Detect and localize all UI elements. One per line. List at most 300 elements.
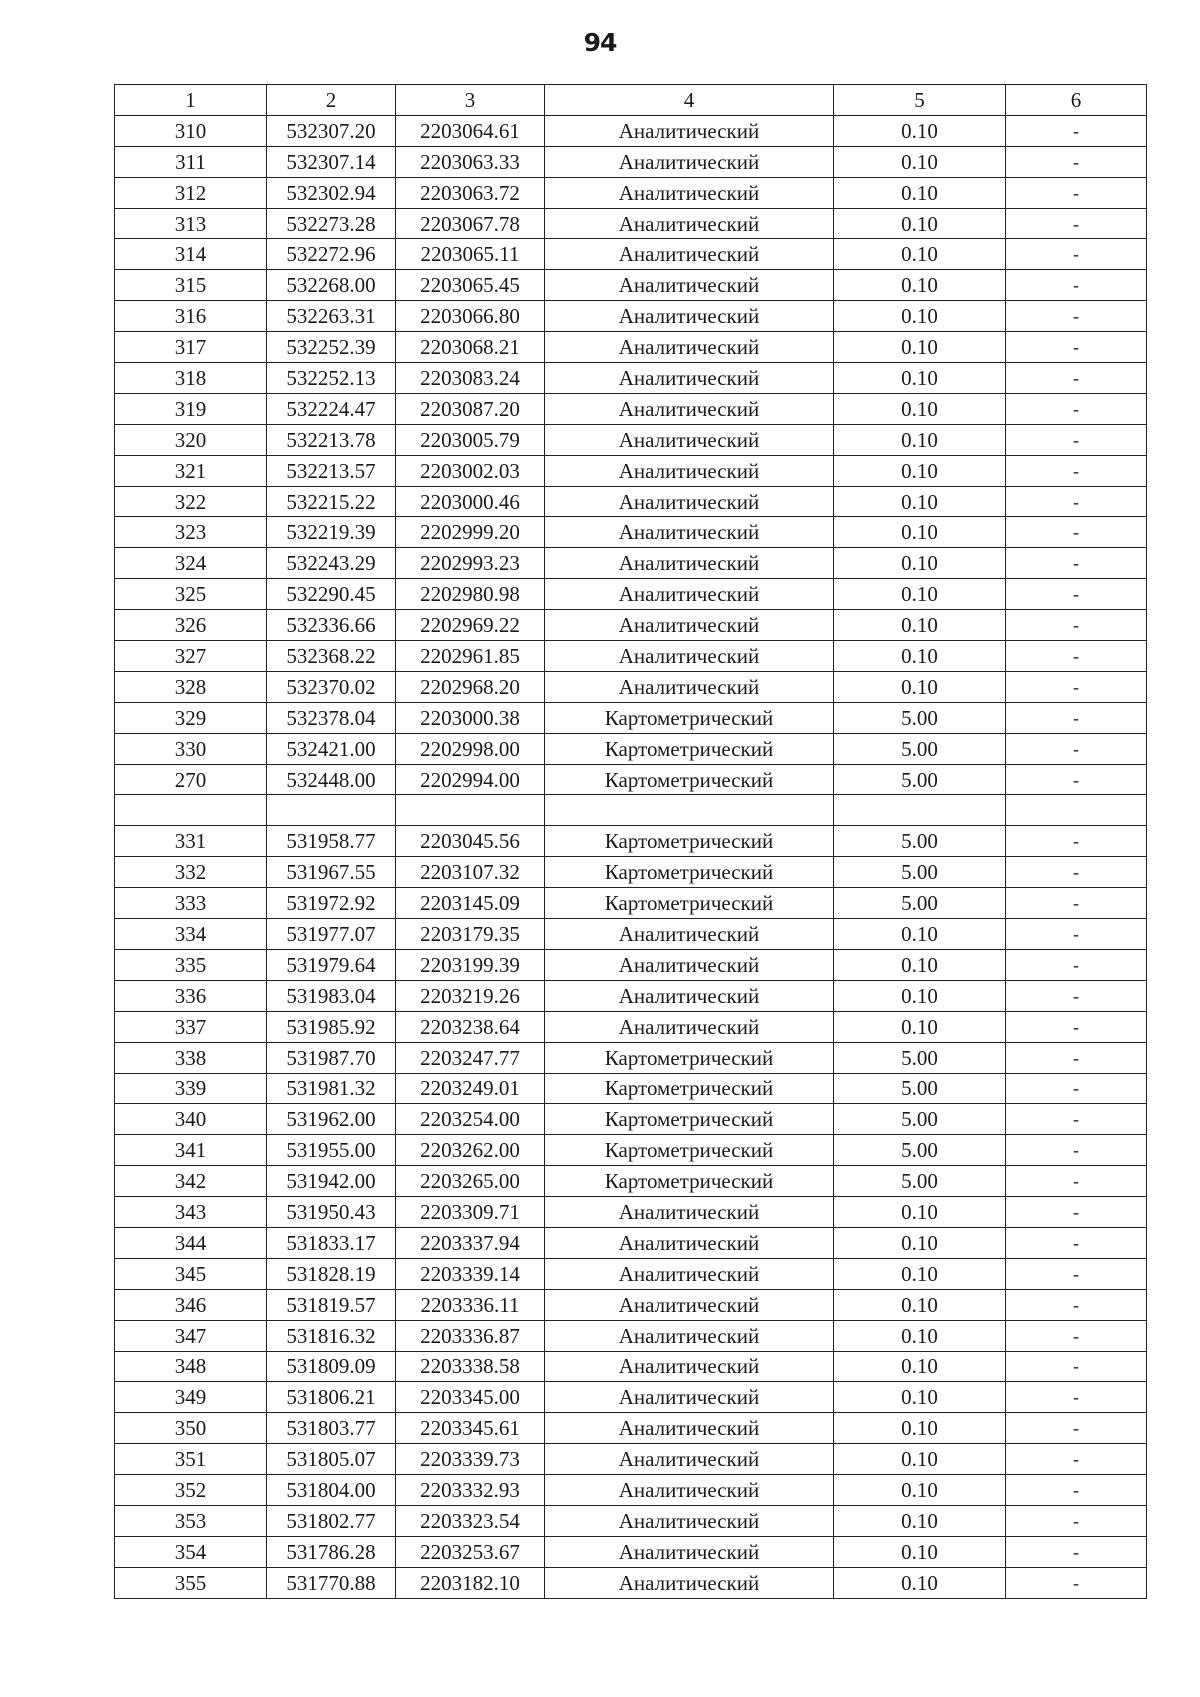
accuracy-cell: 0.10 <box>834 486 1006 517</box>
accuracy-cell: 5.00 <box>834 1073 1006 1104</box>
table-row <box>115 1289 1147 1320</box>
x-coordinate-cell: 531977.07 <box>267 919 396 950</box>
table-row <box>115 1536 1147 1567</box>
table-row <box>115 1382 1147 1413</box>
table-row <box>115 363 1147 394</box>
method-cell: Аналитический <box>545 239 834 270</box>
point-number-cell: 312 <box>115 177 267 208</box>
x-coordinate-cell: 532290.45 <box>267 579 396 610</box>
note-cell: - <box>1006 980 1147 1011</box>
accuracy-cell: 0.10 <box>834 393 1006 424</box>
point-number-cell: 349 <box>115 1382 267 1413</box>
x-coordinate-cell: 531962.00 <box>267 1104 396 1135</box>
y-coordinate-cell: 2202969.22 <box>396 610 545 641</box>
y-coordinate-cell: 2203063.33 <box>396 146 545 177</box>
accuracy-cell: 5.00 <box>834 764 1006 795</box>
x-coordinate-cell: 532215.22 <box>267 486 396 517</box>
note-cell: - <box>1006 146 1147 177</box>
method-cell: Аналитический <box>545 146 834 177</box>
note-cell: - <box>1006 301 1147 332</box>
point-number-cell: 313 <box>115 208 267 239</box>
accuracy-cell: 5.00 <box>834 857 1006 888</box>
point-number-cell: 333 <box>115 888 267 919</box>
accuracy-cell: 0.10 <box>834 610 1006 641</box>
x-coordinate-cell: 531806.21 <box>267 1382 396 1413</box>
y-coordinate-cell: 2203068.21 <box>396 332 545 363</box>
y-coordinate-cell: 2203065.45 <box>396 270 545 301</box>
point-number-cell: 351 <box>115 1444 267 1475</box>
y-coordinate-cell: 2203345.61 <box>396 1413 545 1444</box>
method-cell: Аналитический <box>545 671 834 702</box>
method-cell: Аналитический <box>545 1475 834 1506</box>
y-coordinate-cell: 2202980.98 <box>396 579 545 610</box>
x-coordinate-cell <box>267 795 396 826</box>
y-coordinate-cell: 2203262.00 <box>396 1135 545 1166</box>
table-row <box>115 1320 1147 1351</box>
accuracy-cell: 5.00 <box>834 1135 1006 1166</box>
x-coordinate-cell: 531786.28 <box>267 1536 396 1567</box>
x-coordinate-cell: 532336.66 <box>267 610 396 641</box>
table-row <box>115 671 1147 702</box>
accuracy-cell: 0.10 <box>834 177 1006 208</box>
note-cell: - <box>1006 764 1147 795</box>
accuracy-cell: 0.10 <box>834 208 1006 239</box>
note-cell: - <box>1006 548 1147 579</box>
method-cell: Аналитический <box>545 579 834 610</box>
table-row <box>115 857 1147 888</box>
point-number-cell: 314 <box>115 239 267 270</box>
point-number-cell: 341 <box>115 1135 267 1166</box>
x-coordinate-cell: 532307.20 <box>267 115 396 146</box>
table-row <box>115 1351 1147 1382</box>
method-cell: Картометрический <box>545 1104 834 1135</box>
note-cell: - <box>1006 888 1147 919</box>
note-cell: - <box>1006 857 1147 888</box>
note-cell: - <box>1006 1289 1147 1320</box>
accuracy-cell: 0.10 <box>834 146 1006 177</box>
table-row <box>115 1011 1147 1042</box>
x-coordinate-cell: 532368.22 <box>267 641 396 672</box>
x-coordinate-cell: 531805.07 <box>267 1444 396 1475</box>
y-coordinate-cell: 2202968.20 <box>396 671 545 702</box>
accuracy-cell: 0.10 <box>834 115 1006 146</box>
note-cell: - <box>1006 239 1147 270</box>
method-cell: Аналитический <box>545 393 834 424</box>
header-row <box>115 85 1147 116</box>
accuracy-cell: 0.10 <box>834 919 1006 950</box>
method-cell <box>545 795 834 826</box>
table-row <box>115 764 1147 795</box>
method-cell: Аналитический <box>545 548 834 579</box>
x-coordinate-cell: 532421.00 <box>267 733 396 764</box>
x-coordinate-cell: 532370.02 <box>267 671 396 702</box>
table-row <box>115 115 1147 146</box>
x-coordinate-cell: 532302.94 <box>267 177 396 208</box>
accuracy-cell: 0.10 <box>834 270 1006 301</box>
header-cell: 4 <box>545 85 834 116</box>
point-number-cell: 320 <box>115 424 267 455</box>
note-cell: - <box>1006 733 1147 764</box>
method-cell: Картометрический <box>545 857 834 888</box>
method-cell: Аналитический <box>545 949 834 980</box>
note-cell: - <box>1006 424 1147 455</box>
x-coordinate-cell: 531770.88 <box>267 1567 396 1598</box>
accuracy-cell: 0.10 <box>834 1567 1006 1598</box>
method-cell: Аналитический <box>545 301 834 332</box>
note-cell: - <box>1006 1536 1147 1567</box>
point-number-cell: 335 <box>115 949 267 980</box>
y-coordinate-cell: 2203338.58 <box>396 1351 545 1382</box>
note-cell: - <box>1006 115 1147 146</box>
x-coordinate-cell: 532448.00 <box>267 764 396 795</box>
y-coordinate-cell: 2203005.79 <box>396 424 545 455</box>
accuracy-cell: 0.10 <box>834 1227 1006 1258</box>
method-cell: Аналитический <box>545 1197 834 1228</box>
point-number-cell: 325 <box>115 579 267 610</box>
table-row <box>115 641 1147 672</box>
note-cell: - <box>1006 1104 1147 1135</box>
accuracy-cell: 0.10 <box>834 548 1006 579</box>
y-coordinate-cell: 2202999.20 <box>396 517 545 548</box>
y-coordinate-cell: 2203065.11 <box>396 239 545 270</box>
point-number-cell: 311 <box>115 146 267 177</box>
y-coordinate-cell: 2203265.00 <box>396 1166 545 1197</box>
x-coordinate-cell: 531802.77 <box>267 1505 396 1536</box>
note-cell: - <box>1006 610 1147 641</box>
table-row <box>115 517 1147 548</box>
note-cell: - <box>1006 1042 1147 1073</box>
accuracy-cell: 0.10 <box>834 949 1006 980</box>
table-row <box>115 424 1147 455</box>
method-cell: Аналитический <box>545 270 834 301</box>
y-coordinate-cell: 2203309.71 <box>396 1197 545 1228</box>
accuracy-cell: 0.10 <box>834 671 1006 702</box>
method-cell: Аналитический <box>545 1320 834 1351</box>
method-cell: Аналитический <box>545 115 834 146</box>
table-row <box>115 579 1147 610</box>
table-row <box>115 919 1147 950</box>
table-row <box>115 1567 1147 1598</box>
x-coordinate-cell: 532263.31 <box>267 301 396 332</box>
x-coordinate-cell: 531828.19 <box>267 1258 396 1289</box>
point-number-cell: 336 <box>115 980 267 1011</box>
accuracy-cell: 5.00 <box>834 1042 1006 1073</box>
table-row <box>115 826 1147 857</box>
point-number-cell: 326 <box>115 610 267 641</box>
x-coordinate-cell: 532252.13 <box>267 363 396 394</box>
method-cell: Аналитический <box>545 1567 834 1598</box>
point-number-cell: 342 <box>115 1166 267 1197</box>
table-row <box>115 1104 1147 1135</box>
y-coordinate-cell: 2203336.11 <box>396 1289 545 1320</box>
x-coordinate-cell: 531972.92 <box>267 888 396 919</box>
x-coordinate-cell: 531979.64 <box>267 949 396 980</box>
x-coordinate-cell: 532243.29 <box>267 548 396 579</box>
header-cell: 2 <box>267 85 396 116</box>
method-cell: Аналитический <box>545 1382 834 1413</box>
point-number-cell: 319 <box>115 393 267 424</box>
y-coordinate-cell: 2203000.46 <box>396 486 545 517</box>
accuracy-cell: 5.00 <box>834 702 1006 733</box>
y-coordinate-cell: 2203323.54 <box>396 1505 545 1536</box>
method-cell: Аналитический <box>545 332 834 363</box>
y-coordinate-cell: 2203064.61 <box>396 115 545 146</box>
table-row <box>115 301 1147 332</box>
accuracy-cell: 0.10 <box>834 301 1006 332</box>
method-cell: Аналитический <box>545 486 834 517</box>
y-coordinate-cell: 2203332.93 <box>396 1475 545 1506</box>
note-cell: - <box>1006 919 1147 950</box>
point-number-cell: 355 <box>115 1567 267 1598</box>
method-cell: Аналитический <box>545 980 834 1011</box>
y-coordinate-cell: 2203199.39 <box>396 949 545 980</box>
note-cell: - <box>1006 1351 1147 1382</box>
x-coordinate-cell: 532213.78 <box>267 424 396 455</box>
table-row <box>115 1135 1147 1166</box>
note-cell: - <box>1006 1505 1147 1536</box>
y-coordinate-cell: 2203083.24 <box>396 363 545 394</box>
x-coordinate-cell: 531981.32 <box>267 1073 396 1104</box>
method-cell: Аналитический <box>545 1227 834 1258</box>
x-coordinate-cell: 532224.47 <box>267 393 396 424</box>
point-number-cell: 324 <box>115 548 267 579</box>
header-cell: 3 <box>396 85 545 116</box>
y-coordinate-cell: 2203002.03 <box>396 455 545 486</box>
accuracy-cell: 0.10 <box>834 1475 1006 1506</box>
table-row <box>115 1475 1147 1506</box>
note-cell: - <box>1006 671 1147 702</box>
accuracy-cell: 0.10 <box>834 980 1006 1011</box>
method-cell: Картометрический <box>545 1042 834 1073</box>
x-coordinate-cell: 532219.39 <box>267 517 396 548</box>
table-row <box>115 270 1147 301</box>
y-coordinate-cell: 2203336.87 <box>396 1320 545 1351</box>
accuracy-cell: 5.00 <box>834 888 1006 919</box>
note-cell: - <box>1006 1475 1147 1506</box>
note-cell: - <box>1006 177 1147 208</box>
header-cell: 1 <box>115 85 267 116</box>
accuracy-cell: 0.10 <box>834 239 1006 270</box>
accuracy-cell: 0.10 <box>834 517 1006 548</box>
table-row <box>115 393 1147 424</box>
note-cell: - <box>1006 1258 1147 1289</box>
table-row <box>115 733 1147 764</box>
point-number-cell: 315 <box>115 270 267 301</box>
method-cell: Аналитический <box>545 610 834 641</box>
point-number-cell: 352 <box>115 1475 267 1506</box>
note-cell: - <box>1006 579 1147 610</box>
note-cell: - <box>1006 1413 1147 1444</box>
x-coordinate-cell: 532307.14 <box>267 146 396 177</box>
method-cell: Аналитический <box>545 1444 834 1475</box>
point-number-cell: 344 <box>115 1227 267 1258</box>
y-coordinate-cell: 2203182.10 <box>396 1567 545 1598</box>
y-coordinate-cell: 2202994.00 <box>396 764 545 795</box>
point-number-cell: 321 <box>115 455 267 486</box>
x-coordinate-cell: 532273.28 <box>267 208 396 239</box>
page-number: 94 <box>583 28 617 57</box>
note-cell: - <box>1006 949 1147 980</box>
y-coordinate-cell: 2203337.94 <box>396 1227 545 1258</box>
method-cell: Аналитический <box>545 208 834 239</box>
y-coordinate-cell: 2203000.38 <box>396 702 545 733</box>
method-cell: Аналитический <box>545 177 834 208</box>
y-coordinate-cell: 2203253.67 <box>396 1536 545 1567</box>
point-number-cell: 345 <box>115 1258 267 1289</box>
point-number-cell: 340 <box>115 1104 267 1135</box>
method-cell: Картометрический <box>545 888 834 919</box>
note-cell: - <box>1006 486 1147 517</box>
note-cell: - <box>1006 1197 1147 1228</box>
y-coordinate-cell: 2203045.56 <box>396 826 545 857</box>
table-row <box>115 980 1147 1011</box>
accuracy-cell: 0.10 <box>834 1413 1006 1444</box>
point-number-cell: 346 <box>115 1289 267 1320</box>
method-cell: Аналитический <box>545 424 834 455</box>
point-number-cell: 332 <box>115 857 267 888</box>
method-cell: Картометрический <box>545 1166 834 1197</box>
method-cell: Картометрический <box>545 826 834 857</box>
y-coordinate-cell: 2202993.23 <box>396 548 545 579</box>
table-row <box>115 610 1147 641</box>
note-cell: - <box>1006 1135 1147 1166</box>
x-coordinate-cell: 531804.00 <box>267 1475 396 1506</box>
y-coordinate-cell: 2203254.00 <box>396 1104 545 1135</box>
accuracy-cell <box>834 795 1006 826</box>
accuracy-cell: 5.00 <box>834 1166 1006 1197</box>
note-cell: - <box>1006 208 1147 239</box>
table-row <box>115 795 1147 826</box>
y-coordinate-cell: 2203339.73 <box>396 1444 545 1475</box>
y-coordinate-cell: 2203066.80 <box>396 301 545 332</box>
accuracy-cell: 0.10 <box>834 1258 1006 1289</box>
x-coordinate-cell: 532272.96 <box>267 239 396 270</box>
accuracy-cell: 0.10 <box>834 641 1006 672</box>
x-coordinate-cell: 531803.77 <box>267 1413 396 1444</box>
x-coordinate-cell: 531987.70 <box>267 1042 396 1073</box>
point-number-cell: 323 <box>115 517 267 548</box>
note-cell: - <box>1006 1444 1147 1475</box>
table-row <box>115 455 1147 486</box>
accuracy-cell: 0.10 <box>834 363 1006 394</box>
method-cell: Аналитический <box>545 1351 834 1382</box>
table-body <box>115 115 1147 1598</box>
note-cell: - <box>1006 363 1147 394</box>
note-cell: - <box>1006 1011 1147 1042</box>
point-number-cell: 318 <box>115 363 267 394</box>
coordinates-table <box>114 84 1147 1599</box>
x-coordinate-cell: 531955.00 <box>267 1135 396 1166</box>
point-number-cell: 331 <box>115 826 267 857</box>
y-coordinate-cell: 2203238.64 <box>396 1011 545 1042</box>
method-cell: Картометрический <box>545 764 834 795</box>
method-cell: Картометрический <box>545 1073 834 1104</box>
method-cell: Картометрический <box>545 1135 834 1166</box>
point-number-cell: 328 <box>115 671 267 702</box>
y-coordinate-cell: 2203107.32 <box>396 857 545 888</box>
table-row <box>115 1042 1147 1073</box>
method-cell: Картометрический <box>545 702 834 733</box>
x-coordinate-cell: 531985.92 <box>267 1011 396 1042</box>
point-number-cell: 330 <box>115 733 267 764</box>
accuracy-cell: 0.10 <box>834 1444 1006 1475</box>
table-row <box>115 239 1147 270</box>
x-coordinate-cell: 531833.17 <box>267 1227 396 1258</box>
table-row <box>115 177 1147 208</box>
point-number-cell: 327 <box>115 641 267 672</box>
table-row <box>115 1073 1147 1104</box>
note-cell: - <box>1006 332 1147 363</box>
x-coordinate-cell: 532268.00 <box>267 270 396 301</box>
point-number-cell: 353 <box>115 1505 267 1536</box>
table-row <box>115 208 1147 239</box>
accuracy-cell: 0.10 <box>834 424 1006 455</box>
point-number-cell: 339 <box>115 1073 267 1104</box>
accuracy-cell: 0.10 <box>834 1197 1006 1228</box>
table-header <box>115 85 1147 116</box>
method-cell: Аналитический <box>545 1505 834 1536</box>
note-cell: - <box>1006 270 1147 301</box>
point-number-cell: 354 <box>115 1536 267 1567</box>
method-cell: Аналитический <box>545 455 834 486</box>
point-number-cell: 329 <box>115 702 267 733</box>
x-coordinate-cell: 532252.39 <box>267 332 396 363</box>
table-row <box>115 1166 1147 1197</box>
accuracy-cell: 0.10 <box>834 455 1006 486</box>
point-number-cell: 347 <box>115 1320 267 1351</box>
table-row <box>115 548 1147 579</box>
note-cell: - <box>1006 641 1147 672</box>
y-coordinate-cell: 2203145.09 <box>396 888 545 919</box>
header-cell: 5 <box>834 85 1006 116</box>
method-cell: Аналитический <box>545 517 834 548</box>
x-coordinate-cell: 531958.77 <box>267 826 396 857</box>
table-row <box>115 1505 1147 1536</box>
note-cell <box>1006 795 1147 826</box>
y-coordinate-cell: 2203087.20 <box>396 393 545 424</box>
accuracy-cell: 0.10 <box>834 332 1006 363</box>
point-number-cell: 337 <box>115 1011 267 1042</box>
method-cell: Аналитический <box>545 641 834 672</box>
point-number-cell: 334 <box>115 919 267 950</box>
y-coordinate-cell: 2203247.77 <box>396 1042 545 1073</box>
accuracy-cell: 0.10 <box>834 1351 1006 1382</box>
table-row <box>115 888 1147 919</box>
point-number-cell: 322 <box>115 486 267 517</box>
accuracy-cell: 0.10 <box>834 1505 1006 1536</box>
accuracy-cell: 0.10 <box>834 1536 1006 1567</box>
method-cell: Аналитический <box>545 1258 834 1289</box>
method-cell: Аналитический <box>545 1289 834 1320</box>
accuracy-cell: 5.00 <box>834 826 1006 857</box>
note-cell: - <box>1006 1382 1147 1413</box>
y-coordinate-cell: 2203249.01 <box>396 1073 545 1104</box>
x-coordinate-cell: 532378.04 <box>267 702 396 733</box>
table-row <box>115 146 1147 177</box>
note-cell: - <box>1006 393 1147 424</box>
note-cell: - <box>1006 1227 1147 1258</box>
accuracy-cell: 5.00 <box>834 733 1006 764</box>
note-cell: - <box>1006 1166 1147 1197</box>
x-coordinate-cell: 531950.43 <box>267 1197 396 1228</box>
table-row <box>115 1197 1147 1228</box>
x-coordinate-cell: 531983.04 <box>267 980 396 1011</box>
note-cell: - <box>1006 455 1147 486</box>
point-number-cell: 350 <box>115 1413 267 1444</box>
accuracy-cell: 0.10 <box>834 1289 1006 1320</box>
note-cell: - <box>1006 702 1147 733</box>
point-number-cell: 348 <box>115 1351 267 1382</box>
